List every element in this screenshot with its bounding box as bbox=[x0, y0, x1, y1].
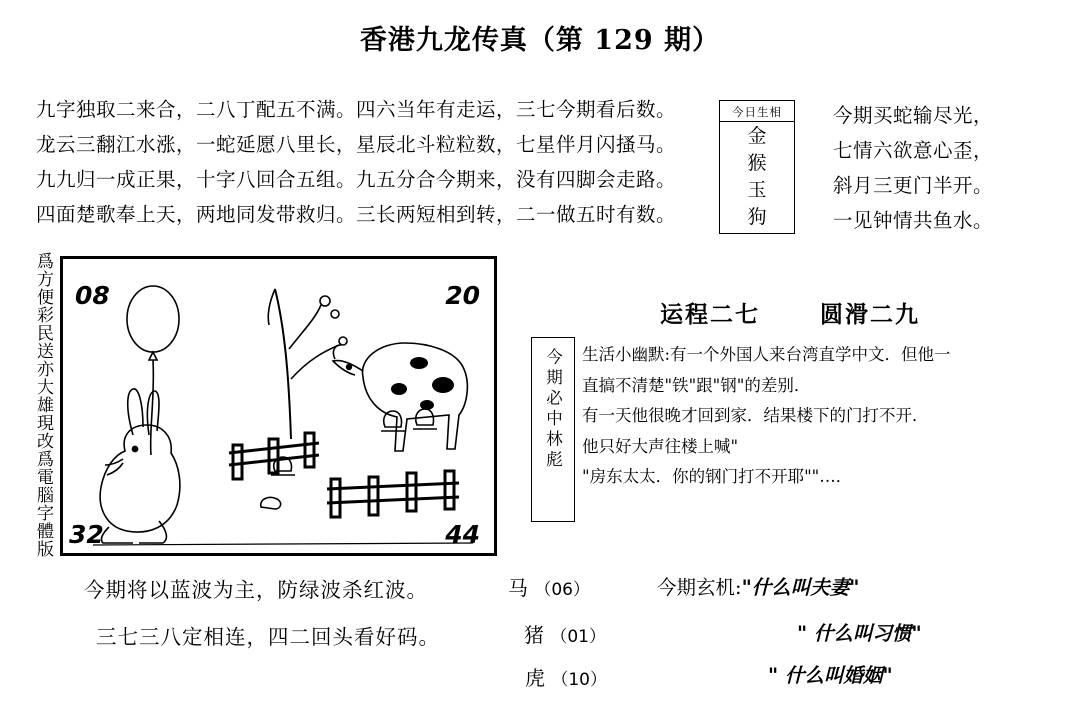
joke-label-box bbox=[531, 337, 575, 522]
prediction-line-2: 三七三八定相连，四二回头看好码。 bbox=[96, 625, 440, 649]
verse-block bbox=[36, 92, 716, 232]
joke-text bbox=[582, 340, 1052, 493]
zodiac-animal: 玉 bbox=[747, 179, 767, 201]
verse-line: 九字独取二来合，二八丁配五不满。四六当年有走运，三七今期看后数。 bbox=[36, 98, 677, 121]
verse-line: 四面楚歌奉上天，两地同发带救归。三长两短相到转，二一做五时有数。 bbox=[36, 203, 677, 226]
illustration-frame bbox=[60, 256, 497, 556]
prediction-line-1: 今期将以蓝波为主，防绿波杀红波。 bbox=[84, 578, 428, 602]
zodiac-box-header: 今日生相 bbox=[720, 101, 794, 122]
rock-icon bbox=[261, 497, 281, 509]
zodiac-animal: 狗 bbox=[747, 206, 767, 228]
joke-line: 生活小幽默:有一个外国人来台湾直学中文．但他一 bbox=[582, 345, 951, 364]
joke-line: "房东太太．你的钢门打不开耶""…． bbox=[582, 467, 853, 486]
zodiac-animal: 猴 bbox=[747, 152, 767, 174]
answer-number: （06） bbox=[534, 580, 590, 600]
joke-label-char: 今期必中林彪 bbox=[543, 348, 563, 471]
balloon-icon bbox=[127, 286, 179, 352]
fortune-heading-left: 运程二七 bbox=[660, 301, 760, 328]
answer-entry bbox=[524, 619, 606, 648]
fence-icon bbox=[229, 433, 459, 517]
joke-line: 他只好大声往楼上喊" bbox=[582, 436, 739, 456]
riddle-label: 今期玄机: bbox=[657, 576, 742, 599]
verse-line: 九九归一成正果，十字八回合五组。九五分合今期来，没有四脚会走路。 bbox=[36, 168, 677, 191]
fortune-heading-right: 圆滑二九 bbox=[820, 301, 921, 328]
rabbit-icon bbox=[100, 389, 180, 543]
fortune-headings bbox=[660, 296, 920, 329]
verse-line: 龙云三翻江水涨，一蛇延愿八里长，星辰北斗粒粒数，七星伴月闪搔马。 bbox=[36, 133, 677, 156]
right-poem-line: 斜月三更门半开。 bbox=[833, 174, 994, 197]
corner-number-bottom-left: 32 bbox=[69, 520, 104, 549]
joke-line: 直搞不清楚"铁"跟"钢"的差别． bbox=[582, 375, 811, 395]
riddle-line-1 bbox=[657, 572, 859, 600]
illustration-drawing bbox=[63, 259, 494, 553]
riddle-text: "什么叫夫妻" bbox=[741, 576, 860, 599]
answer-entry bbox=[508, 572, 590, 601]
corner-number-top-left: 08 bbox=[75, 281, 110, 310]
page-title: 香港九龙传真（第 129 期） bbox=[359, 25, 721, 56]
answer-animal: 猪 bbox=[524, 623, 544, 647]
answer-entry bbox=[525, 662, 607, 691]
answer-animal: 虎 bbox=[525, 666, 545, 690]
zodiac-box bbox=[719, 100, 795, 234]
right-poem-line: 今期买蛇输尽光， bbox=[833, 104, 994, 127]
answer-animal: 马 bbox=[508, 576, 528, 600]
corner-number-top-right: 20 bbox=[445, 281, 480, 310]
right-poem-line: 七情六欲意心歪， bbox=[833, 139, 994, 162]
answer-number: （01） bbox=[550, 627, 606, 647]
joke-line: 有一天他很晚才回到家．结果楼下的门打不开． bbox=[582, 406, 929, 425]
right-poem bbox=[833, 98, 1063, 238]
vertical-side-note: 爲方便彩民送亦大雄現改爲電腦字體版 bbox=[33, 252, 53, 558]
riddle-line-2: " 什么叫习惯" bbox=[797, 622, 922, 645]
corner-number-bottom-right: 44 bbox=[445, 520, 480, 549]
riddle-line-3: " 什么叫婚姻" bbox=[768, 664, 893, 687]
zodiac-animal: 金 bbox=[747, 125, 767, 147]
answer-number: （10） bbox=[551, 670, 607, 690]
right-poem-line: 一见钟情共鱼水。 bbox=[833, 209, 994, 232]
